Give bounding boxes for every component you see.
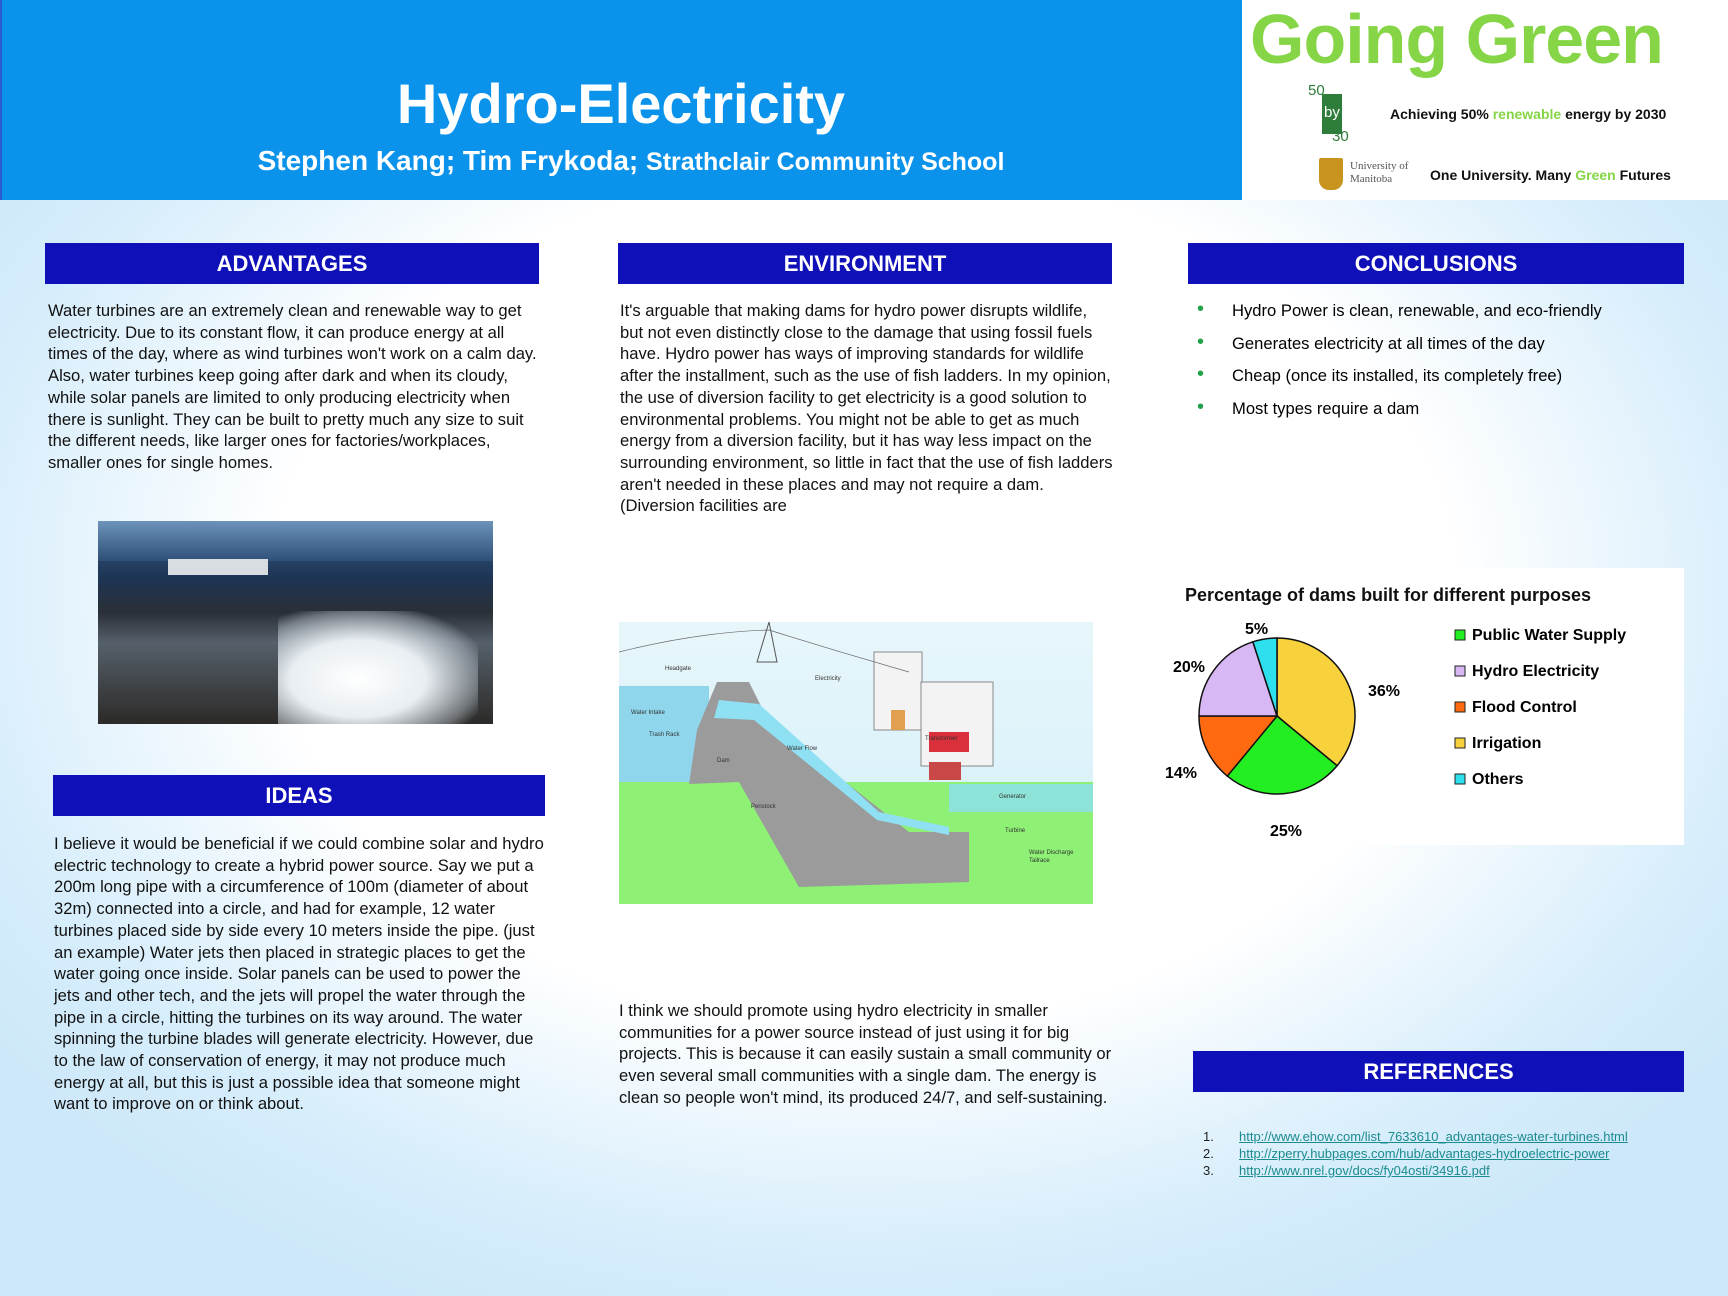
environment-heading: ENVIRONMENT xyxy=(618,243,1112,284)
bullet-icon: • xyxy=(1197,363,1205,385)
fifty-by-thirty-logo: 50 by 30 xyxy=(1308,82,1349,145)
reference-link[interactable]: http://www.nrel.gov/docs/fy04osti/34916.pdf xyxy=(1239,1163,1490,1178)
diagram-label: Turbine xyxy=(1005,828,1026,834)
reference-link[interactable]: http://www.ehow.com/list_7633610_advantages-water-turbines.html xyxy=(1239,1129,1628,1144)
list-item: • Most types require a dam xyxy=(1197,395,1420,418)
ideas-heading: IDEAS xyxy=(53,775,545,816)
dam-spillway-photo xyxy=(98,521,493,724)
bullet-icon: • xyxy=(1197,298,1205,320)
legend-label: Irrigation xyxy=(1472,735,1542,752)
diagram-label: Water Flow xyxy=(787,746,818,752)
diagram-label: Penstock xyxy=(751,804,776,810)
diagram-label: Transformer xyxy=(925,736,958,742)
going-green-wordmark: Going Green xyxy=(1250,0,1663,78)
reference-item: 2. http://zperry.hubpages.com/hub/advantages-hydroelectric-power xyxy=(1203,1146,1610,1161)
diagram-label: Generator xyxy=(999,794,1027,800)
data-label: 14% xyxy=(1165,765,1198,782)
poster-authors xyxy=(0,144,1262,179)
legend-label: Public Water Supply xyxy=(1472,627,1627,644)
environment-text: It's arguable that making dams for hydro power disrupts wildlife, but not even distinctly close to the damage that using fossil fuels have. Hydro power has ways of improving standards for wildlife after the installment, such as the use of fish ladders. In my opinion, the use of diversion facility to get electricity is a good solution to environmental problems. You might not be able to get as much energy from a diversion facility, but it has way less impact on the surrounding environment, so little in fact that the use of fish ladders aren't needed in these places and may not require a dam. (Diversion facilities are xyxy=(620,301,1113,516)
bullet-icon: • xyxy=(1197,330,1205,353)
advantages-text: Water turbines are an extremely clean and renewable way to get electricity. Due to its constant flow, it can produce energy at all times of the day, where as wind turbines won't work on a calm day. Also, water turbines keep going after dark and when its cloudy, while solar panels are limited to only producing electricity when there is sunlight. They can be built to pretty much any size to suit the different needs, like larger ones for factories/workplaces, smaller ones for single homes. xyxy=(48,301,537,472)
legend-swatch xyxy=(1455,774,1465,784)
legend-swatch xyxy=(1455,702,1465,712)
university-crest-icon xyxy=(1319,158,1343,190)
list-item: • Hydro Power is clean, renewable, and eco-friendly xyxy=(1197,298,1602,320)
authors: Stephen Kang; Tim Frykoda; xyxy=(257,145,639,176)
going-green-logo xyxy=(1242,0,1728,200)
environment-text-2: I think we should promote using hydro electricity in smaller communities for a power source instead of just using it for big projects. This is because it can easily sustain a small community or even several small communities with a single dam. The energy is clean so people won't mind, its produced 24/7, and self-sustaining. xyxy=(619,1001,1112,1107)
ideas-text: I believe it would be beneficial if we could combine solar and hydro electric technology to create a hybrid power source. Say we put a 200m long pipe with a circumference of 100m (diameter of about 32m) connected into a circle, and had for example, 12 water turbines placed side by side every 10 meters inside the pipe. (just an example) Water jets then placed in strategic places to get the water going once inside. Solar panels can be used to power the jets and other tech, and the jets will propel the water through the pipe in a circle, hitting the turbines on its way around. The water spinning the turbine blades will generate electricity. However, due to the law of conservation of energy, it may not produce much energy at all, but this is just a possible idea that someone might want to improve on or think about. xyxy=(54,834,544,1114)
reference-item: 3. http://www.nrel.gov/docs/fy04osti/34916.pdf xyxy=(1203,1163,1490,1178)
advantages-heading: ADVANTAGES xyxy=(45,243,539,284)
diagram-label: Water Discharge Tailrace xyxy=(1029,850,1074,864)
poster-title: Hydro-Electricity xyxy=(396,72,846,135)
diagram-label: Trash Rack xyxy=(649,732,680,738)
tagline-university: One University. Many Green Futures xyxy=(1430,167,1671,183)
university-name: University of Manitoba xyxy=(1350,160,1409,185)
list-item: • Generates electricity at all times of the day xyxy=(1197,330,1545,353)
legend-swatch xyxy=(1455,666,1465,676)
legend-label: Others xyxy=(1472,771,1524,788)
tagline-renewable: Achieving 50% renewable energy by 2030 xyxy=(1390,106,1667,122)
diagram-label: Electricity xyxy=(815,676,841,682)
data-label: 5% xyxy=(1245,621,1269,638)
pie-chart xyxy=(1155,568,1684,845)
references-heading: REFERENCES xyxy=(1193,1051,1684,1092)
legend-label: Hydro Electricity xyxy=(1472,663,1600,680)
bullet-icon: • xyxy=(1197,395,1205,418)
reference-item: 1. http://www.ehow.com/list_7633610_advantages-water-turbines.html xyxy=(1203,1129,1628,1144)
conclusions-heading: CONCLUSIONS xyxy=(1188,243,1684,284)
conclusions-list xyxy=(1188,298,1684,431)
diagram-label: Water Intake xyxy=(631,710,665,716)
reference-link[interactable]: http://zperry.hubpages.com/hub/advantages-hydroelectric-power xyxy=(1239,1146,1610,1161)
legend-swatch xyxy=(1455,630,1465,640)
diagram-label: Dam xyxy=(717,758,730,764)
data-label: 20% xyxy=(1173,659,1206,676)
legend-swatch xyxy=(1455,738,1465,748)
data-label: 36% xyxy=(1368,683,1401,700)
chart-title: Percentage of dams built for different purposes xyxy=(1185,585,1592,605)
hydro-dam-diagram xyxy=(619,622,1093,904)
data-label: 25% xyxy=(1270,823,1303,840)
references-list xyxy=(1203,1128,1683,1179)
diagram-label: Headgate xyxy=(665,666,692,672)
legend-label: Flood Control xyxy=(1472,699,1577,716)
school: Strathclair Community School xyxy=(646,148,1005,176)
list-item: • Cheap (once its installed, its completely free) xyxy=(1197,363,1563,385)
